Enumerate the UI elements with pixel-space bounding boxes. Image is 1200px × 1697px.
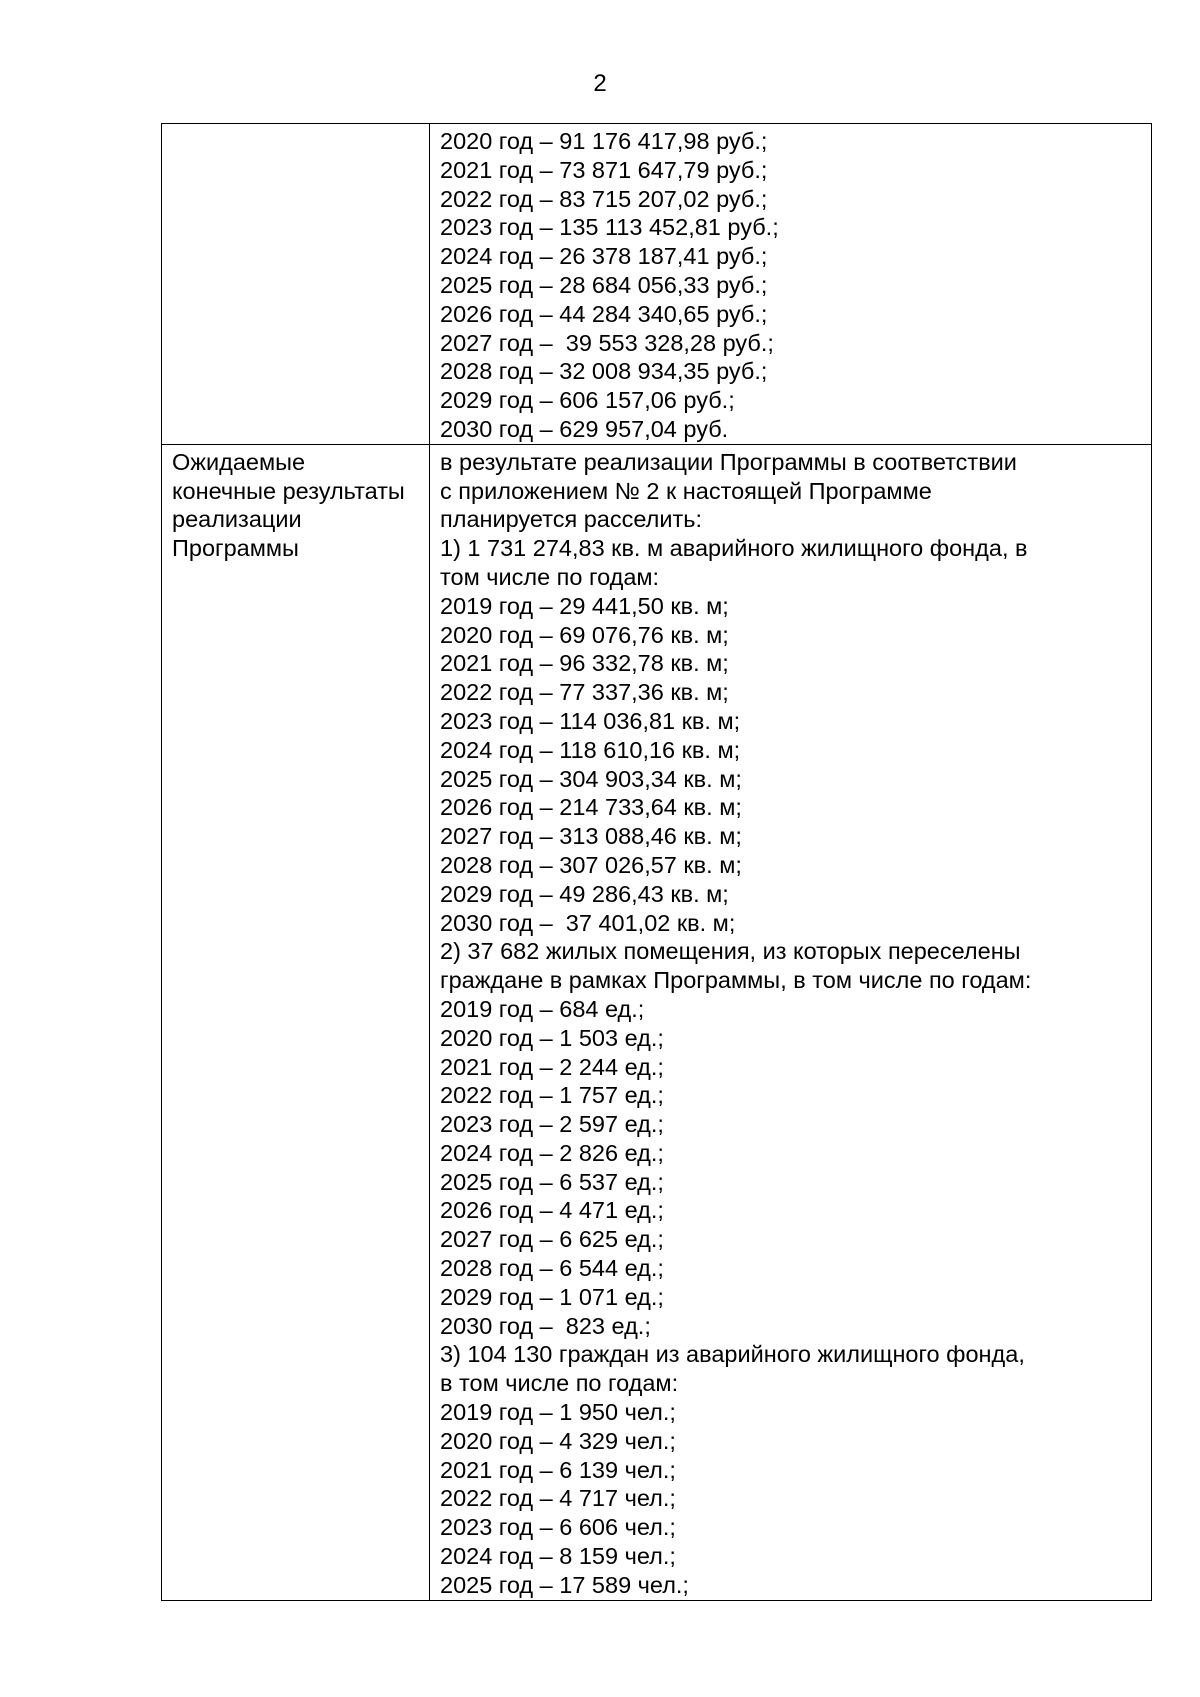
text-line: 2028 год – 32 008 934,35 руб.; [440, 358, 768, 385]
text-line: реализации [172, 506, 302, 533]
funding-by-year-cell [430, 124, 1152, 445]
text-line: 2021 год – 73 871 647,79 руб.; [440, 156, 768, 183]
text-line: 2023 год – 135 113 452,81 руб.; [440, 214, 779, 241]
text-line: 3) 104 130 граждан из аварийного жилищного фонда, [440, 1341, 1025, 1368]
text-line: 2024 год – 118 610,16 кв. м; [440, 736, 741, 763]
text-line: 2023 год – 114 036,81 кв. м; [440, 707, 741, 734]
table-row-funding [162, 124, 1152, 445]
text-line: 2021 год – 96 332,78 кв. м; [440, 650, 729, 677]
text-line: 2023 год – 2 597 ед.; [440, 1111, 664, 1138]
text-line: 2026 год – 214 733,64 кв. м; [440, 794, 742, 821]
page-number: 2 [593, 70, 607, 97]
text-line: 2026 год – 4 471 ед.; [440, 1197, 664, 1224]
text-line: 2025 год – 6 537 ед.; [440, 1168, 664, 1195]
text-line: 2020 год – 1 503 ед.; [440, 1024, 664, 1051]
text-line: 2022 год – 1 757 ед.; [440, 1082, 664, 1109]
text-line: 2024 год – 8 159 чел.; [440, 1543, 676, 1570]
expected-results-content-cell [430, 444, 1152, 1600]
text-line: 2023 год – 6 606 чел.; [440, 1514, 676, 1541]
text-line: 2021 год – 6 139 чел.; [440, 1456, 676, 1483]
program-passport-table [161, 123, 1152, 1601]
text-line: Программы [172, 535, 299, 562]
text-line: 2024 год – 26 378 187,41 руб.; [440, 243, 768, 270]
text-line: 2025 год – 304 903,34 кв. м; [440, 765, 742, 792]
text-line: 2019 год – 1 950 чел.; [440, 1399, 676, 1426]
text-line: 2021 год – 2 244 ед.; [440, 1053, 664, 1080]
text-line: 1) 1 731 274,83 кв. м аварийного жилищного фонда, в [440, 535, 1028, 562]
text-line: Ожидаемые [172, 448, 306, 475]
text-line: 2020 год – 69 076,76 кв. м; [440, 621, 729, 648]
text-line: том числе по годам: [440, 563, 660, 590]
text-line: 2029 год – 606 157,06 руб.; [440, 387, 735, 414]
text-line: 2028 год – 6 544 ед.; [440, 1255, 664, 1282]
text-line: с приложением № 2 к настоящей Программе [440, 477, 932, 504]
text-line: 2022 год – 83 715 207,02 руб.; [440, 185, 768, 212]
text-line: 2026 год – 44 284 340,65 руб.; [440, 300, 768, 327]
row-label-cell [162, 124, 430, 445]
text-line: 2019 год – 29 441,50 кв. м; [440, 592, 729, 619]
text-line: 2029 год – 49 286,43 кв. м; [440, 880, 729, 907]
text-line: 2027 год – 6 625 ед.; [440, 1226, 664, 1253]
text-line: конечные результаты [172, 477, 405, 504]
text-line: граждане в рамках Программы, в том числе по годам: [440, 967, 1032, 994]
text-line: 2028 год – 307 026,57 кв. м; [440, 851, 742, 878]
text-line: 2030 год – 37 401,02 кв. м; [440, 909, 736, 936]
text-line: 2030 год – 629 957,04 руб. [440, 415, 729, 442]
text-line: в том числе по годам: [440, 1370, 679, 1397]
text-line: 2027 год – 313 088,46 кв. м; [440, 823, 742, 850]
text-line: 2022 год – 4 717 чел.; [440, 1485, 676, 1512]
expected-results-label-cell [162, 444, 430, 1600]
text-line: 2022 год – 77 337,36 кв. м; [440, 679, 729, 706]
text-line: планируется расселить: [440, 506, 702, 533]
text-line: 2025 год – 28 684 056,33 руб.; [440, 271, 768, 298]
text-line: 2030 год – 823 ед.; [440, 1312, 651, 1339]
text-line: в результате реализации Программы в соответствии [440, 448, 1017, 475]
text-line: 2019 год – 684 ед.; [440, 995, 645, 1022]
text-line: 2020 год – 4 329 чел.; [440, 1427, 676, 1454]
text-line: 2027 год – 39 553 328,28 руб.; [440, 329, 774, 356]
text-line: 2) 37 682 жилых помещения, из которых переселены [440, 938, 1021, 965]
text-line: 2025 год – 17 589 чел.; [440, 1571, 689, 1598]
text-line: 2020 год – 91 176 417,98 руб.; [440, 128, 768, 154]
table-row-expected-results [162, 444, 1152, 1600]
text-line: 2024 год – 2 826 ед.; [440, 1139, 664, 1166]
text-line: 2029 год – 1 071 ед.; [440, 1283, 664, 1310]
